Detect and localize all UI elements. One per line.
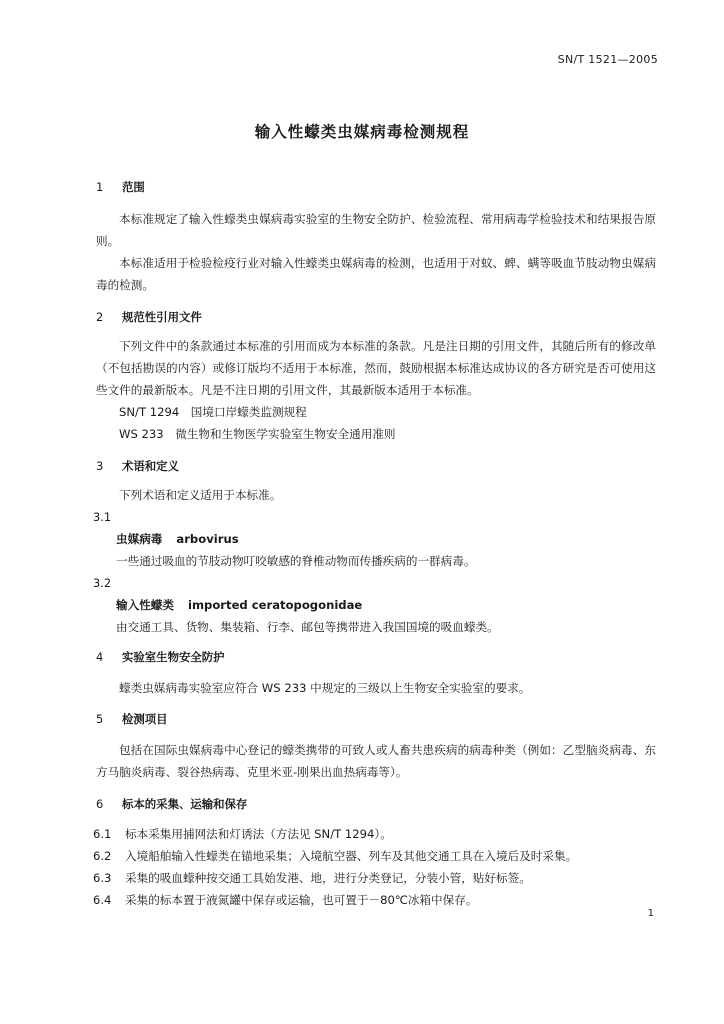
paragraph: 下列术语和定义适用于本标准。 — [119, 488, 282, 502]
section-4-body — [96, 677, 656, 699]
section-heading — [96, 646, 656, 668]
heading-text: 范围 — [122, 180, 145, 194]
term-title — [93, 594, 653, 616]
term-en: arbovirus — [176, 532, 239, 546]
term-definition: 一些通过吸血的节肢动物叮咬敏感的脊椎动物而传播疾病的一群病毒。 — [116, 554, 476, 568]
heading-text: 标本的采集、运输和保存 — [122, 797, 248, 811]
section-heading — [96, 793, 656, 815]
term-title — [93, 528, 653, 550]
item-number: 6.3 — [93, 871, 112, 885]
section-number: 5 — [96, 712, 104, 726]
section-5 — [96, 708, 656, 730]
term-definition: 由交通工具、货物、集装箱、行李、邮包等携带进入我国国境的吸血蠓类。 — [116, 620, 499, 634]
term-3-2 — [93, 572, 653, 638]
heading-text: 规范性引用文件 — [122, 310, 202, 324]
section-6-list — [93, 823, 653, 911]
section-heading — [96, 306, 656, 328]
heading-text: 术语和定义 — [122, 459, 179, 473]
paragraph: 下列文件中的条款通过本标准的引用而成为本标准的条款。凡是注日期的引用文件，其随后所有的修改单（不包括勘误的内容）或修订版均不适用于本标准，然而，鼓励根据本标准达成协议的各方研究是否可使用这些文件的最新版本。凡是不注日期的引用文件，其最新版本适用于本标准。 — [96, 339, 656, 397]
paragraph: 本标准适用于检验检疫行业对输入性蠓类虫媒病毒的检测，也适用于对蚊、蜱、螨等吸血节肢动物虫媒病毒的检测。 — [96, 256, 656, 292]
item-text: 入境船舶输入性蠓类在锚地采集；入境航空器、列车及其他交通工具在入境后及时采集。 — [125, 849, 578, 863]
paragraph: 蠓类虫媒病毒实验室应符合 WS 233 中规定的三级以上生物安全实验室的要求。 — [119, 681, 531, 695]
section-4 — [96, 646, 656, 668]
section-number: 4 — [96, 650, 104, 664]
section-number: 3 — [96, 459, 104, 473]
heading-text: 检测项目 — [122, 712, 168, 726]
list-item — [93, 845, 653, 867]
item-number: 6.2 — [93, 849, 112, 863]
section-heading — [96, 708, 656, 730]
term-en: imported ceratopogonidae — [187, 598, 363, 612]
term-cn: 输入性蠓类 — [116, 598, 174, 612]
item-text: 采集的标本置于液氮罐中保存或运输，也可置于－80℃冰箱中保存。 — [125, 893, 478, 907]
item-number: 6.1 — [93, 827, 112, 841]
term-3-1 — [93, 506, 653, 572]
section-number: 2 — [96, 310, 104, 324]
list-item — [93, 889, 653, 911]
section-heading — [96, 176, 656, 198]
item-text: 采集的吸血蠓种按交通工具始发港、地，进行分类登记，分装小管，贴好标签。 — [125, 871, 531, 885]
term-number: 3.1 — [93, 510, 112, 524]
section-1 — [96, 176, 656, 198]
paragraph: 本标准规定了输入性蠓类虫媒病毒实验室的生物安全防护、检验流程、常用病毒学检验技术和结果报告原则。 — [96, 212, 656, 248]
section-3-body — [96, 484, 656, 506]
section-6 — [96, 793, 656, 815]
term-cn: 虫媒病毒 — [116, 532, 163, 546]
section-2-body — [96, 335, 656, 445]
section-2 — [96, 306, 656, 328]
heading-text: 实验室生物安全防护 — [122, 650, 225, 664]
section-5-body — [96, 739, 656, 783]
section-3 — [96, 455, 656, 477]
list-item — [93, 823, 653, 845]
paragraph: 包括在国际虫媒病毒中心登记的蠓类携带的可致人或人畜共患疾病的病毒种类（例如：乙型脑炎病毒、东方马脑炎病毒、裂谷热病毒、克里米亚-刚果出血热病毒等）。 — [96, 743, 656, 779]
section-heading — [96, 455, 656, 477]
item-number: 6.4 — [93, 893, 112, 907]
page-number: 1 — [647, 908, 654, 919]
section-1-body — [96, 208, 656, 296]
item-text: 标本采集用捕网法和灯诱法（方法见 SN/T 1294）。 — [125, 827, 392, 841]
reference-item: SN/T 1294 国境口岸蠓类监测规程 — [119, 405, 307, 419]
section-number: 1 — [96, 180, 104, 194]
standard-code: SN/T 1521—2005 — [557, 53, 658, 66]
list-item — [93, 867, 653, 889]
term-number: 3.2 — [93, 576, 112, 590]
section-number: 6 — [96, 797, 104, 811]
document-title: 输入性蠓类虫媒病毒检测规程 — [254, 123, 470, 141]
reference-item: WS 233 微生物和生物医学实验室生物安全通用准则 — [119, 427, 396, 441]
